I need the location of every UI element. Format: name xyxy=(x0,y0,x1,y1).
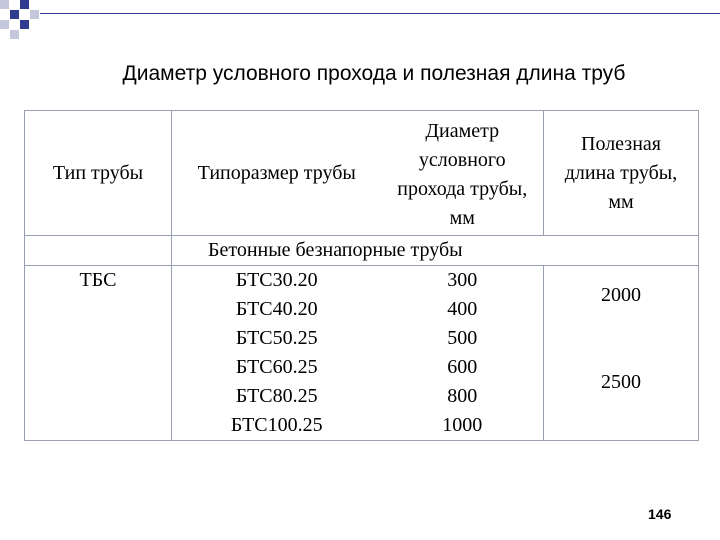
table-body-row xyxy=(25,266,699,441)
deco-square xyxy=(0,0,9,9)
header-length-line: Полезная xyxy=(581,132,661,155)
section-row xyxy=(25,236,699,266)
diameter-cell: 500 xyxy=(447,327,478,349)
size-cell: БТС30.20 xyxy=(235,269,318,291)
header-length-line: мм xyxy=(608,190,634,213)
pipe-table xyxy=(24,110,699,441)
size-cell: БТС40.20 xyxy=(235,298,318,320)
pipe-type-value: ТБС xyxy=(25,266,172,441)
size-column xyxy=(172,266,382,441)
header-diameter xyxy=(382,111,544,236)
header-pipe-size: Типоразмер трубы xyxy=(172,111,382,236)
table-header-row xyxy=(25,111,699,236)
size-cell: БТС80.25 xyxy=(235,385,318,407)
section-label: Бетонные безнапорные трубы xyxy=(172,236,699,266)
header-pipe-type: Тип трубы xyxy=(25,111,172,236)
length-column xyxy=(544,266,699,441)
slide-title: Диаметр условного прохода и полезная длина труб xyxy=(122,62,626,85)
header-diameter-line: мм xyxy=(449,207,475,229)
deco-square xyxy=(30,10,39,19)
size-cell: БТС60.25 xyxy=(235,356,318,378)
diameter-cell: 1000 xyxy=(442,414,483,436)
header-length-line: длина трубы, xyxy=(564,161,678,184)
diameter-cell: 400 xyxy=(447,298,478,320)
deco-square xyxy=(10,10,19,19)
header-diameter-line: прохода трубы, xyxy=(397,178,528,200)
deco-square xyxy=(10,30,19,39)
diameter-column xyxy=(382,266,544,441)
deco-square xyxy=(0,20,9,29)
diameter-cell: 600 xyxy=(447,356,478,378)
header-rule xyxy=(40,13,720,14)
header-diameter-line: условного xyxy=(418,149,506,171)
corner-decoration xyxy=(0,0,60,40)
length-cell: 2000 xyxy=(601,284,641,306)
header-length xyxy=(544,111,699,236)
diameter-cell: 300 xyxy=(447,269,478,291)
size-cell: БТС100.25 xyxy=(230,414,323,436)
length-cell: 2500 xyxy=(601,371,641,393)
size-cell: БТС50.25 xyxy=(235,327,318,349)
diameter-cell: 800 xyxy=(447,385,478,407)
section-empty-cell xyxy=(25,236,172,266)
deco-square xyxy=(20,0,29,9)
deco-square xyxy=(20,20,29,29)
header-diameter-line: Диаметр xyxy=(425,120,500,142)
page-number: 146 xyxy=(648,506,672,522)
